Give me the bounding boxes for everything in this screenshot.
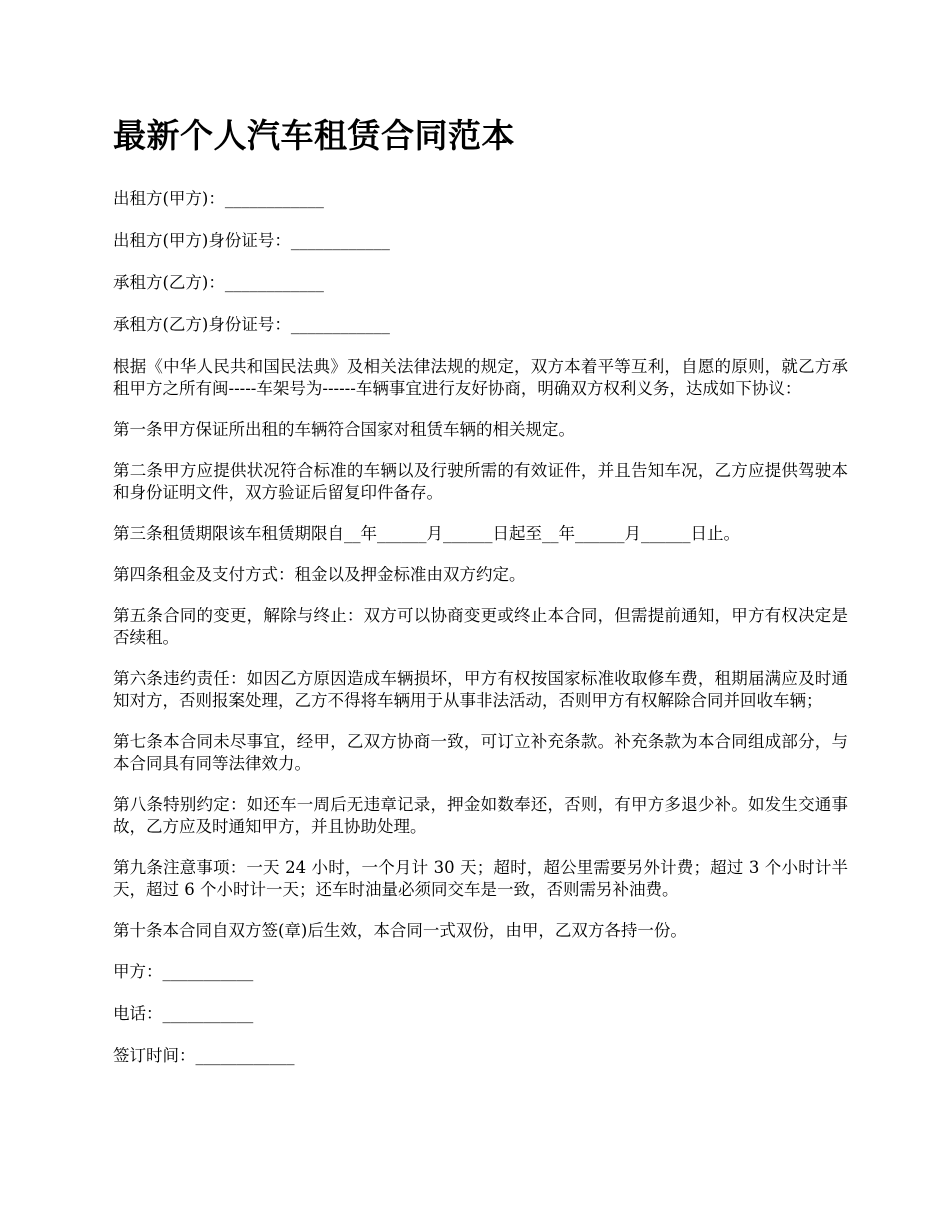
lessor-name-field: 出租方(甲方)：____________	[113, 189, 324, 208]
lessor-id-field: 出租方(甲方)身份证号：____________	[113, 231, 390, 250]
document-page	[113, 112, 848, 1087]
party-a-signature-field: 甲方：___________	[113, 962, 254, 981]
clause-8: 第八条特别约定：如还车一周后无违章记录，押金如数奉还，否则，有甲方多退少补。如发生交通事故，乙方应及时通知甲方，并且协助处理。	[113, 795, 848, 836]
document-title: 最新个人汽车租赁合同范本	[113, 116, 515, 155]
clause-6: 第六条违约责任：如因乙方原因造成车辆损坏，甲方有权按国家标准收取修车费，租期届满应及时通知对方，否则报案处理，乙方不得将车辆用于从事非法活动，否则甲方有权解除合同并回收车辆；	[113, 669, 848, 710]
clause-9: 第九条注意事项：一天 24 小时，一个月计 30 天；超时，超公里需要另外计费；超过 3 个小时计半天，超过 6 个小时计一天；还车时油量必须同交车是一致，否则需另补油费。	[113, 858, 848, 899]
clause-3: 第三条租赁期限该车租赁期限自__年______月______日起至__年______月______日止。	[113, 524, 740, 543]
signing-date-field: 签订时间：____________	[113, 1046, 295, 1065]
clause-1: 第一条甲方保证所出租的车辆符合国家对租赁车辆的相关规定。	[113, 420, 575, 439]
phone-field: 电话：___________	[113, 1004, 254, 1023]
clause-2: 第二条甲方应提供状况符合标准的车辆以及行驶所需的有效证件，并且告知车况，乙方应提供驾驶本和身份证明文件，双方验证后留复印件备存。	[113, 461, 848, 502]
lessee-id-field: 承租方(乙方)身份证号：____________	[113, 315, 390, 334]
clause-7: 第七条本合同未尽事宜，经甲，乙双方协商一致，可订立补充条款。补充条款为本合同组成部分，与本合同具有同等法律效力。	[113, 732, 848, 773]
clause-4: 第四条租金及支付方式：租金以及押金标准由双方约定。	[113, 565, 526, 584]
clause-5: 第五条合同的变更，解除与终止：双方可以协商变更或终止本合同，但需提前通知，甲方有权决定是否续租。	[113, 606, 848, 647]
lessee-name-field: 承租方(乙方)：____________	[113, 273, 324, 292]
intro-paragraph: 根据《中华人民共和国民法典》及相关法律法规的规定，双方本着平等互利，自愿的原则，就乙方承租甲方之所有闽-----车架号为------车辆事宜进行友好协商，明确双方权利义务，达成如下协议：	[113, 357, 848, 398]
clause-10: 第十条本合同自双方签(章)后生效，本合同一式双份，由甲，乙双方各持一份。	[113, 921, 687, 940]
